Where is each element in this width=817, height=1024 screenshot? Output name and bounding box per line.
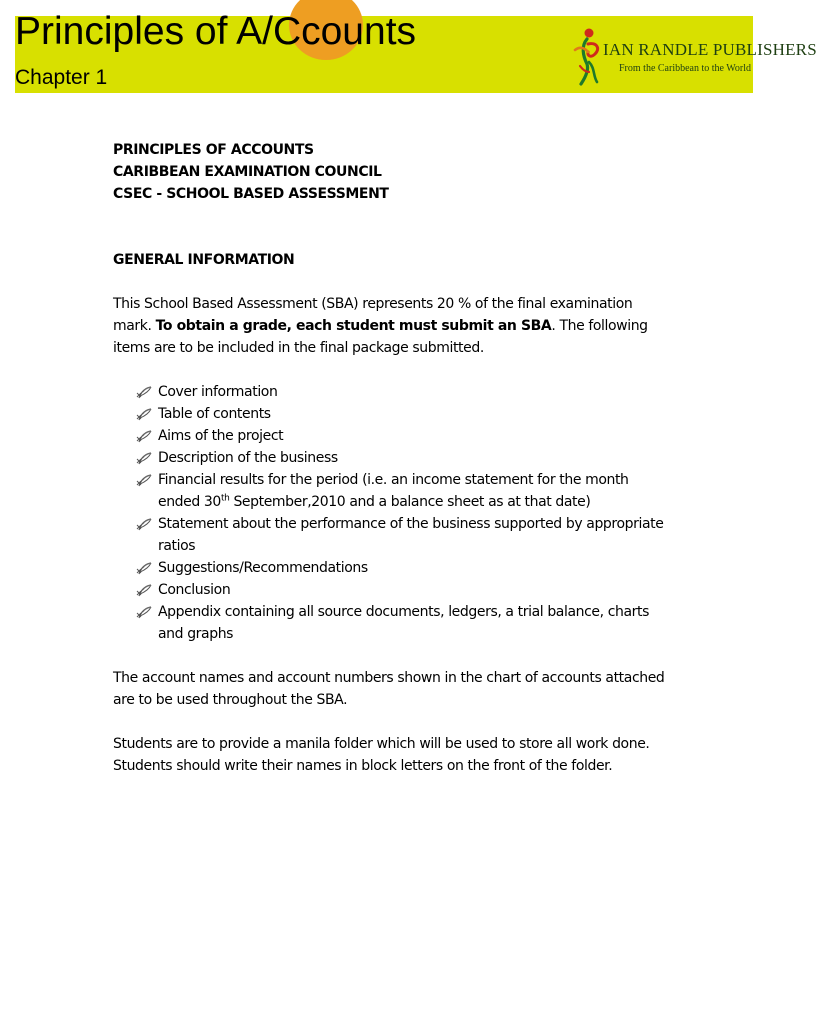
list-item [158, 469, 673, 513]
list-item [158, 557, 673, 579]
list-item-text: Cover information [158, 384, 278, 400]
quill-pen-icon [136, 407, 152, 421]
list-item-text: Description of the business [158, 450, 338, 466]
folder-paragraph: Students are to provide a manila folder which will be used to store all work done. Students should write their names in block letters on the front of the folder. [113, 736, 650, 774]
doc-header-line: CSEC - SCHOOL BASED ASSESSMENT [113, 186, 389, 202]
list-item-text: Appendix containing all source documents, ledgers, a trial balance, charts and graphs [158, 604, 650, 642]
intro-paragraph [113, 293, 673, 359]
banner-title: Principles of A/Ccounts [15, 10, 417, 53]
list-item [158, 447, 673, 469]
list-item-text: Statement about the performance of the business supported by appropriate ratios [158, 516, 664, 554]
figure-logo-icon [571, 26, 605, 88]
quill-pen-icon [136, 517, 152, 531]
list-item-text: Table of contents [158, 406, 271, 422]
list-item-text: Suggestions/Recommendations [158, 560, 368, 576]
doc-header-line: PRINCIPLES OF ACCOUNTS [113, 142, 314, 158]
quill-pen-icon [136, 561, 152, 575]
intro-text-start: This School Based Assessment (SBA) represents 20 % of the final examination mark. [113, 296, 633, 334]
list-item [158, 579, 673, 601]
list-item [158, 403, 673, 425]
list-item-text: Aims of the project [158, 428, 284, 444]
package-items-list [113, 381, 673, 645]
list-item [158, 513, 673, 557]
chapter-label: Chapter 1 [15, 66, 108, 89]
quill-pen-icon [136, 451, 152, 465]
document-body [113, 139, 673, 777]
intro-bold-requirement: To obtain a grade, each student must submit an SBA [155, 318, 552, 334]
section-heading: GENERAL INFORMATION [113, 252, 295, 268]
accounts-paragraph: The account names and account numbers shown in the chart of accounts attached are to be used throughout the SBA. [113, 670, 665, 708]
quill-pen-icon [136, 583, 152, 597]
ordinal-superscript: th [220, 493, 230, 504]
quill-pen-icon [136, 473, 152, 487]
list-item-text: Conclusion [158, 582, 231, 598]
publisher-logo [571, 26, 817, 88]
doc-header-line: CARIBBEAN EXAMINATION COUNCIL [113, 164, 382, 180]
quill-pen-icon [136, 385, 152, 399]
quill-pen-icon [136, 429, 152, 443]
list-item [158, 601, 673, 645]
quill-pen-icon [136, 605, 152, 619]
list-item-text: September,2010 and a balance sheet as at that date) [229, 494, 591, 510]
publisher-tagline: From the Caribbean to the World [619, 63, 752, 74]
list-item-text: Financial results for the period (i.e. an income statement for the month ended 30 [158, 472, 629, 510]
publisher-name: IAN RANDLE PUBLISHERS [603, 40, 817, 59]
list-item [158, 381, 673, 403]
page-banner [15, 10, 817, 93]
intro-text-end: . The following items are to be included in the final package submitted. [113, 318, 648, 356]
list-item [158, 425, 673, 447]
